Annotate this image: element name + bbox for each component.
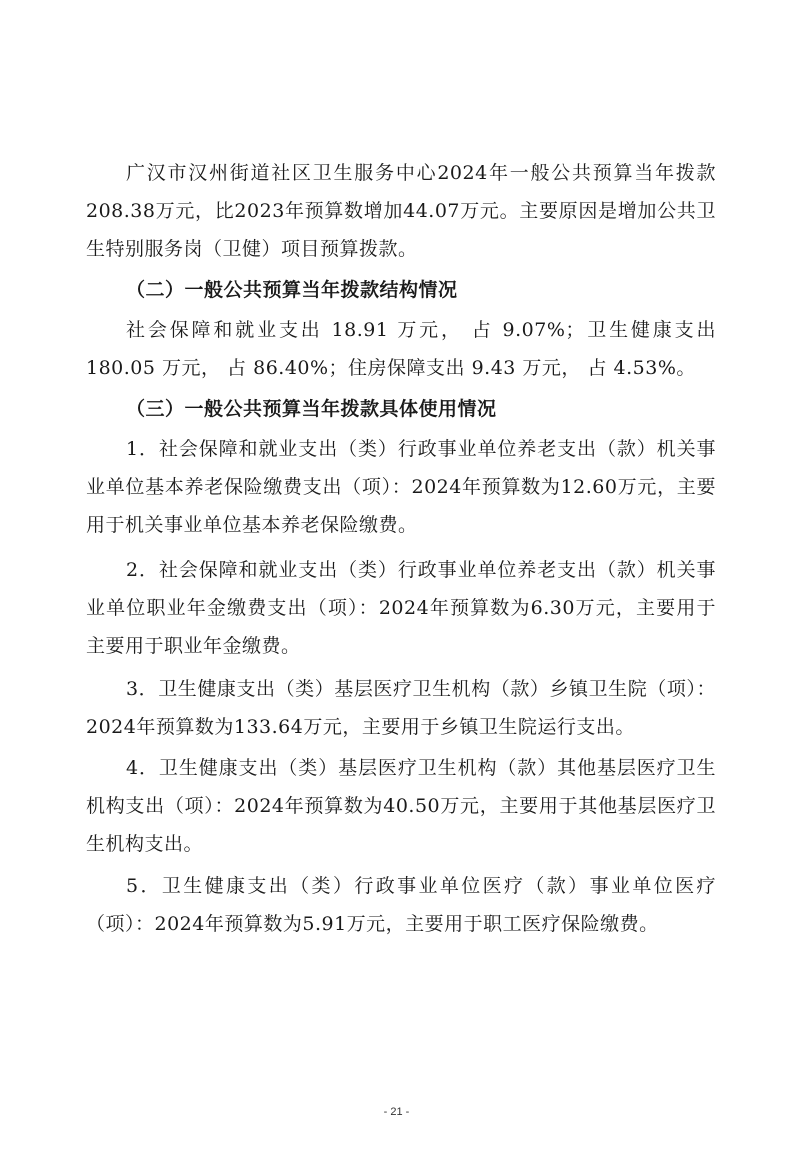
list-item-4: 4．卫生健康支出（类）基层医疗卫生机构（款）其他基层医疗卫生机构支出（项）：2024年预算数为40.50万元，主要用于其他基层医疗卫生机构支出。 (86, 757, 716, 855)
list-item-3: 3．卫生健康支出（类）基层医疗卫生机构（款）乡镇卫生院（项）：2024年预算数为133.64万元，主要用于乡镇卫生院运行支出。 (86, 678, 716, 738)
paragraph-budget-summary: 广汉市汉州街道社区卫生服务中心2024年一般公共预算当年拨款208.38万元，比2023年预算数增加44.07万元。主要原因是增加公共卫生特别服务岗（卫健）项目预算拨款。 (86, 162, 716, 260)
list-item-5: 5．卫生健康支出（类）行政事业单位医疗（款）事业单位医疗（项）：2024年预算数为5.91万元，主要用于职工医疗保险缴费。 (86, 875, 716, 935)
page-number: - 21 - (383, 1106, 410, 1118)
section-heading-usage: （三）一般公共预算当年拨款具体使用情况 (126, 398, 497, 420)
list-item-1: 1．社会保障和就业支出（类）行政事业单位养老支出（款）机关事业单位基本养老保险缴费支出（项）：2024年预算数为12.60万元，主要用于机关事业单位基本养老保险缴费。 (86, 438, 716, 536)
list-item-2: 2．社会保障和就业支出（类）行政事业单位养老支出（款）机关事业单位职业年金缴费支出（项）：2024年预算数为6.30万元，主要用于主要用于职业年金缴费。 (86, 559, 716, 657)
section-heading-structure: （二）一般公共预算当年拨款结构情况 (126, 279, 458, 301)
paragraph-structure: 社会保障和就业支出 18.91 万元， 占 9.07%；卫生健康支出180.05 万元， 占 86.40%；住房保障支出 9.43 万元， 占 4.53%。 (86, 319, 716, 379)
